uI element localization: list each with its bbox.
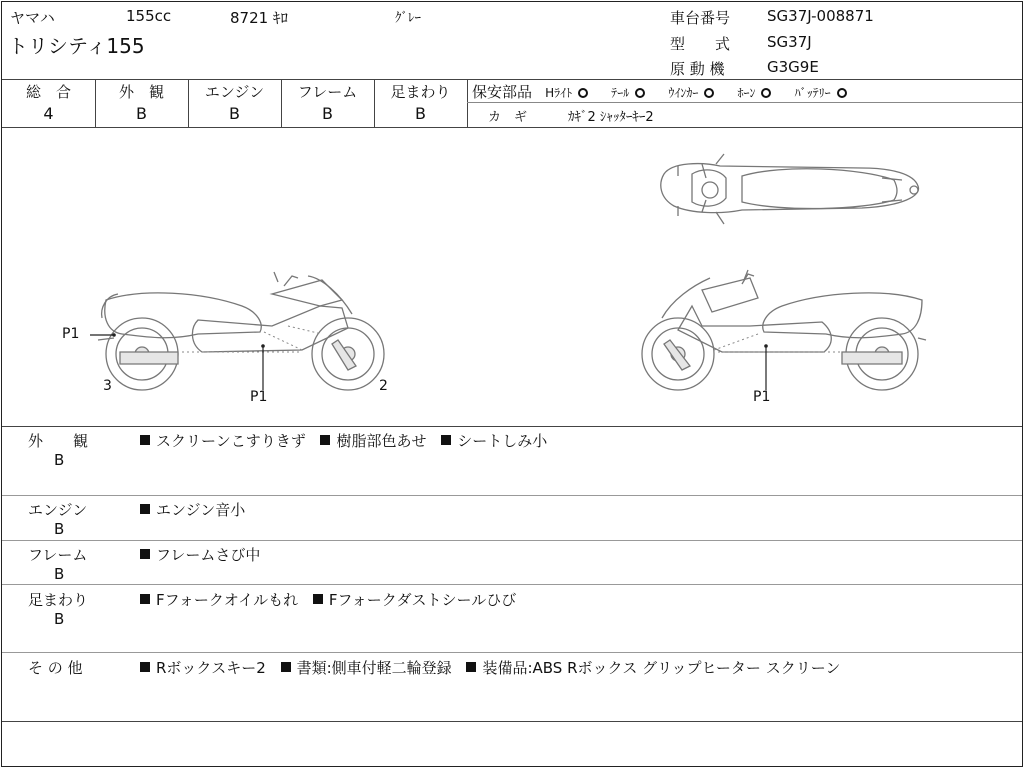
remark-label: エンジン xyxy=(28,501,88,519)
remark-grade: B xyxy=(54,565,65,583)
bullet-square-icon xyxy=(441,435,451,445)
divider xyxy=(467,79,468,127)
bullet-square-icon xyxy=(140,504,150,514)
marker-dot-icon xyxy=(112,333,116,337)
divider xyxy=(2,652,1022,653)
suspension-label: 足まわり xyxy=(390,83,451,101)
bullet-square-icon xyxy=(140,435,150,445)
bullet-square-icon xyxy=(281,662,291,672)
scooter-right-view-icon xyxy=(642,270,926,390)
engine-model-label: 原 動 機 xyxy=(670,60,725,78)
maker: ヤマハ xyxy=(10,9,55,27)
left-number-2: 2 xyxy=(379,378,388,394)
security-item: ﾊﾞｯﾃﾘｰ xyxy=(794,86,831,100)
key-label: カ ギ xyxy=(488,110,528,125)
divider xyxy=(2,584,1022,585)
overall-value: 4 xyxy=(43,104,54,123)
divider xyxy=(2,495,1022,496)
divider xyxy=(2,540,1022,541)
type-value: SG37J xyxy=(767,33,812,51)
right-marker-label: P1 xyxy=(753,389,771,405)
type-label: 型 式 xyxy=(670,35,731,53)
remark-label: 外 観 xyxy=(28,432,89,450)
divider xyxy=(2,426,1022,427)
mileage: 8721 ｷﾛ xyxy=(230,9,288,27)
divider xyxy=(2,79,1022,80)
bullet-square-icon xyxy=(320,435,330,445)
exterior-value: B xyxy=(136,104,147,123)
remark-notes: フレームさび中 xyxy=(140,544,260,565)
marker-dot-icon xyxy=(764,344,768,348)
bullet-square-icon xyxy=(466,662,476,672)
ok-circle-icon xyxy=(837,88,847,98)
displacement: 155cc xyxy=(126,7,172,25)
remark-notes: スクリーンこすりきず 樹脂部色あせ シートしみ小 xyxy=(140,430,547,451)
ok-circle-icon xyxy=(761,88,771,98)
exterior-label: 外 観 xyxy=(118,83,164,101)
ok-circle-icon xyxy=(704,88,714,98)
frame-no-label: 車台番号 xyxy=(670,9,731,27)
marker-dot-icon xyxy=(261,344,265,348)
overall-label: 総 合 xyxy=(25,83,71,101)
left-number-3: 3 xyxy=(103,378,112,394)
engine-label: エンジン xyxy=(204,83,265,101)
divider xyxy=(2,721,1022,722)
bullet-square-icon xyxy=(313,594,323,604)
scooter-left-view-icon xyxy=(98,272,384,390)
security-item: ﾎｰﾝ xyxy=(737,86,756,100)
bullet-square-icon xyxy=(140,549,150,559)
frame-no: SG37J-008871 xyxy=(767,7,874,25)
divider xyxy=(467,102,1022,103)
remark-notes: Rボックスキー2 書類:側車付軽二輪登録 装備品:ABS Rボックス グリップヒーター スクリーン xyxy=(140,657,840,678)
inspection-sheet xyxy=(1,1,1023,767)
remark-label: そ の 他 xyxy=(28,659,83,677)
security-label: 保安部品 xyxy=(472,83,533,101)
ok-circle-icon xyxy=(635,88,645,98)
bullet-square-icon xyxy=(140,594,150,604)
security-item: ｳｲﾝｶｰ xyxy=(668,86,699,100)
suspension-value: B xyxy=(415,104,426,123)
color: ｸﾞﾚｰ xyxy=(395,11,421,26)
model-name: トリシティ155 xyxy=(8,34,145,58)
remark-notes: Fフォークオイルもれ Fフォークダストシールひび xyxy=(140,589,516,610)
security-row xyxy=(472,81,847,102)
frame-value: B xyxy=(322,104,333,123)
key-value: ｶｷﾞ2 ｼｬｯﾀｰｷｰ2 xyxy=(568,110,654,125)
remark-grade: B xyxy=(54,610,65,628)
bullet-square-icon xyxy=(140,662,150,672)
security-item: Hﾗｲﾄ xyxy=(545,86,573,100)
engine-value: B xyxy=(229,104,240,123)
remark-grade: B xyxy=(54,520,65,538)
left-marker-label: P1 xyxy=(62,326,80,342)
frame-label: フレーム xyxy=(297,83,358,101)
damage-diagram xyxy=(2,128,1022,424)
remark-notes: エンジン音小 xyxy=(140,499,245,520)
remark-label: 足まわり xyxy=(28,591,89,609)
remark-grade: B xyxy=(54,451,65,469)
left-marker-bottom-label: P1 xyxy=(250,389,268,405)
security-item: ﾃｰﾙ xyxy=(611,86,630,100)
engine-model-value: G3G9E xyxy=(767,58,819,76)
scooter-top-view-icon xyxy=(661,154,919,224)
remark-label: フレーム xyxy=(28,546,88,564)
ok-circle-icon xyxy=(578,88,588,98)
